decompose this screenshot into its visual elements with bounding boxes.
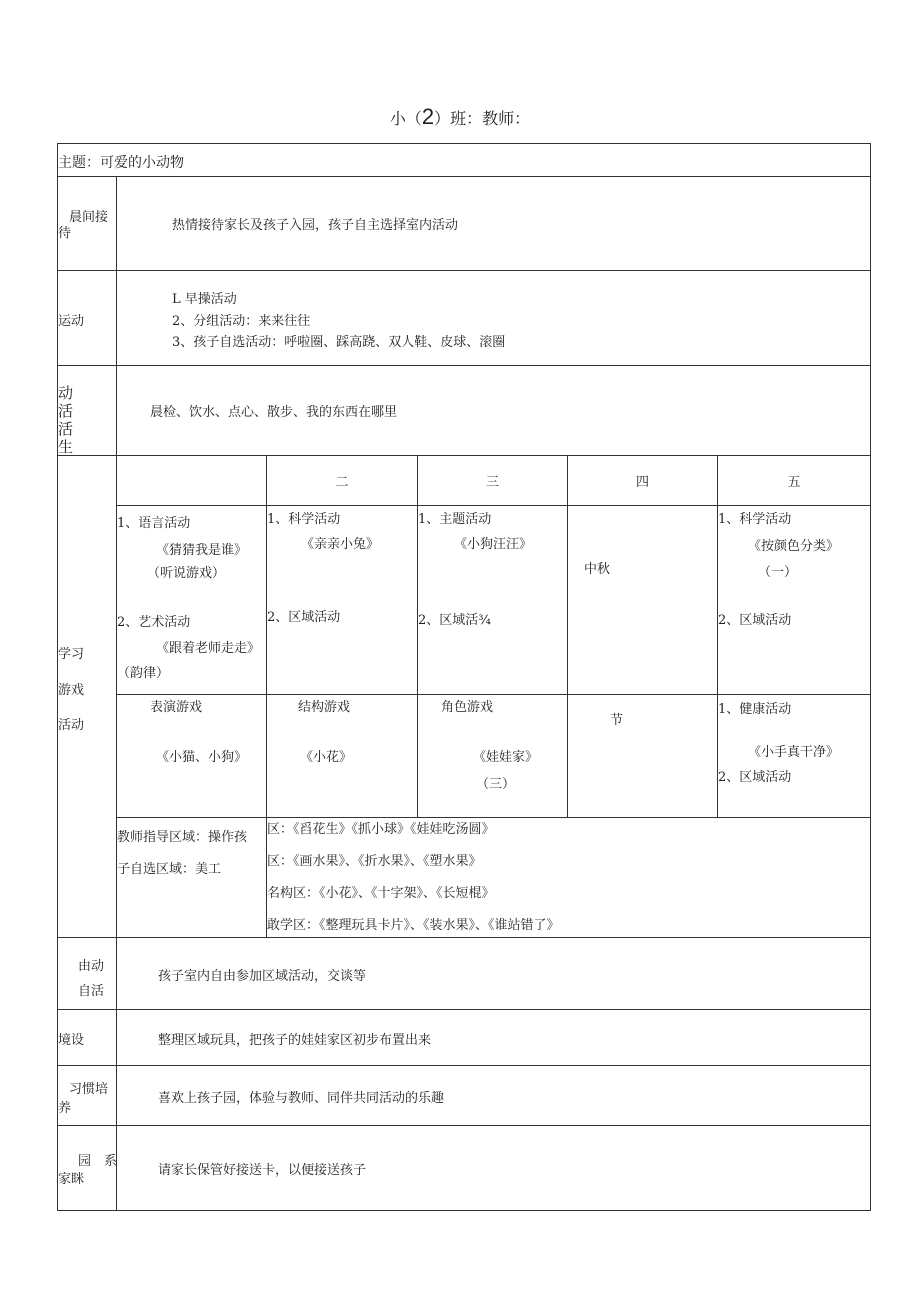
home-label-line2: 家眯 bbox=[58, 1172, 85, 1187]
activity-item: 1、语言活动 bbox=[117, 516, 191, 531]
learning-label: 游戏 bbox=[58, 683, 85, 698]
activity-item: 《跟着老师走走》 bbox=[156, 641, 261, 656]
activity-item: （一） bbox=[758, 565, 798, 580]
game-item: 《小手真干净》 bbox=[748, 745, 840, 760]
sport-item: 3、孩子自选活动：呼啦圈、踩高跷、双人鞋、皮球、滚圈 bbox=[172, 335, 506, 350]
game-item: 1、健康活动 bbox=[718, 702, 792, 717]
activity-item: （听说游戏） bbox=[147, 566, 226, 581]
game-item: 《娃娃家》 bbox=[473, 750, 539, 765]
table-border-left bbox=[57, 143, 58, 1211]
habit-label-line2: 养 bbox=[58, 1101, 72, 1116]
column-divider bbox=[116, 176, 117, 1210]
activity-item: 《按颜色分类》 bbox=[748, 539, 840, 554]
game-item: 结构游戏 bbox=[298, 700, 351, 715]
game-item: 表演游戏 bbox=[150, 700, 203, 715]
table-border-right bbox=[870, 143, 871, 1211]
game-item: 《小花》 bbox=[300, 750, 353, 765]
free-label-line2: 自活 bbox=[78, 984, 105, 999]
holiday-text: 节 bbox=[610, 713, 624, 728]
row-divider bbox=[57, 176, 871, 177]
game-item: （三） bbox=[476, 777, 516, 792]
area-item: 区：《舀花生》《抓小球》《娃娃吃汤圆》 bbox=[267, 822, 495, 837]
activity-item: 2、艺术活动 bbox=[117, 615, 191, 630]
page-title bbox=[0, 104, 920, 130]
env-label: 境设 bbox=[58, 1033, 85, 1048]
life-label-char: 活 bbox=[58, 420, 74, 438]
area-item: 名构区：《小花》、《十字架》、《长短棍》 bbox=[267, 886, 495, 901]
row-divider bbox=[57, 1065, 871, 1066]
area-item: 区：《画水果》、《折水果》、《塑水果》 bbox=[267, 854, 482, 869]
activity-item: （韵律） bbox=[117, 666, 170, 681]
row-divider bbox=[57, 455, 871, 456]
area-item: 敢学区：《整理玩具卡片》、《装水果》、《谁站错了》 bbox=[267, 918, 560, 933]
sport-item: 2、分组活动：来来往往 bbox=[172, 314, 311, 329]
class-number: 2 bbox=[421, 104, 435, 129]
row-divider bbox=[116, 505, 871, 506]
sport-label: 运动 bbox=[58, 314, 85, 329]
env-content: 整理区域玩具，把孩子的娃娃家区初步布置出来 bbox=[158, 1033, 432, 1048]
activity-item: 《猜猜我是谁》 bbox=[156, 543, 248, 558]
habit-label-line1: 习惯培 bbox=[69, 1082, 109, 1097]
learning-label: 学习 bbox=[58, 647, 85, 662]
area-guide: 教师指导区域：操作孩 bbox=[117, 830, 248, 845]
activity-item: 2、区域活动 bbox=[267, 610, 341, 625]
game-item: 2、区域活动 bbox=[718, 770, 792, 785]
free-label-line1: 由动 bbox=[78, 959, 105, 974]
habit-content: 喜欢上孩子园，体验与教师、同伴共同活动的乐趣 bbox=[158, 1091, 445, 1106]
life-label-char: 动 bbox=[58, 384, 74, 402]
day-header: 四 bbox=[635, 475, 649, 490]
day-header: 五 bbox=[787, 475, 801, 490]
game-item: 角色游戏 bbox=[441, 700, 494, 715]
row-divider bbox=[57, 937, 871, 938]
activity-item: 《亲亲小兔》 bbox=[301, 537, 380, 552]
day-header: 三 bbox=[485, 475, 499, 490]
morning-label-line1: 晨间接 bbox=[69, 210, 109, 225]
activity-item: 2、区域活动 bbox=[718, 613, 792, 628]
day-header: 二 bbox=[335, 475, 349, 490]
table-border-bottom bbox=[57, 1210, 871, 1211]
row-divider bbox=[57, 365, 871, 366]
life-content: 晨检、饮水、点心、散步、我的东西在哪里 bbox=[150, 405, 398, 420]
row-divider bbox=[57, 1009, 871, 1010]
row-divider bbox=[116, 694, 871, 695]
activity-item: 2、区域活¾ bbox=[418, 613, 491, 628]
table-border-top bbox=[57, 143, 871, 144]
activity-item: 1、科学活动 bbox=[718, 512, 792, 527]
activity-item: 1、科学活动 bbox=[267, 512, 341, 527]
learning-label: 活动 bbox=[58, 718, 85, 733]
area-guide: 子自选区域：美工 bbox=[117, 862, 222, 877]
holiday-text: 中秋 bbox=[584, 562, 611, 577]
game-item: 《小猫、小狗》 bbox=[156, 750, 248, 765]
activity-item: 1、主题活动 bbox=[418, 512, 492, 527]
row-divider bbox=[57, 1125, 871, 1126]
home-content: 请家长保管好接送卡，以便接送孩子 bbox=[158, 1163, 367, 1178]
row-divider bbox=[57, 270, 871, 271]
column-divider bbox=[567, 455, 568, 818]
life-label-char: 活 bbox=[58, 402, 74, 420]
theme-label: 主题：可爱的小动物 bbox=[58, 155, 184, 171]
life-label-char: 生 bbox=[58, 438, 74, 456]
morning-label-line2: 待 bbox=[58, 226, 72, 241]
morning-content: 热情接待家长及孩子入园，孩子自主选择室内活动 bbox=[172, 218, 459, 233]
home-label-line1: 园 系 bbox=[78, 1154, 118, 1169]
title-suffix: ）班：教师： bbox=[434, 109, 531, 128]
sport-item: L 早操活动 bbox=[172, 292, 237, 307]
activity-item: 《小狗汪汪》 bbox=[454, 537, 533, 552]
free-content: 孩子室内自由参加区域活动，交谈等 bbox=[158, 969, 367, 984]
title-prefix: 小（ bbox=[389, 109, 422, 128]
